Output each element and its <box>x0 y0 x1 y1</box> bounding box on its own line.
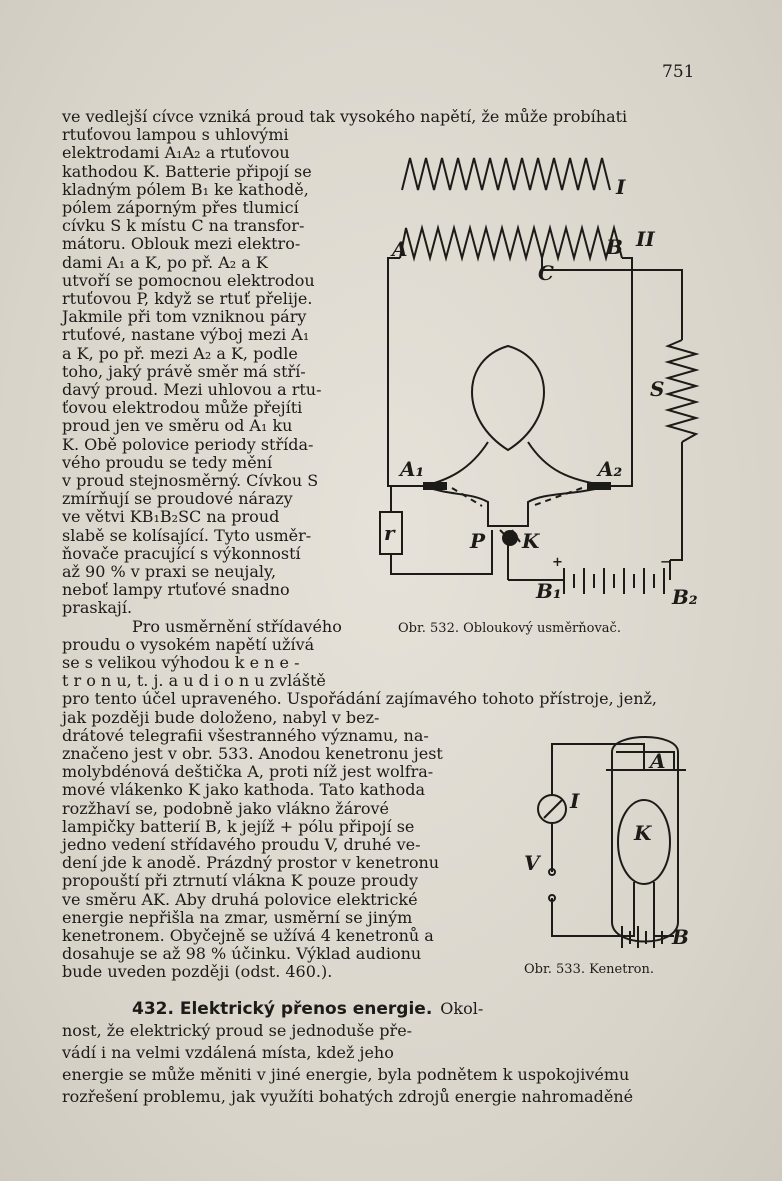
text-line: rozřešení problemu, jak využíti bohatých zdrojů energie nahromaděné <box>62 1086 634 1106</box>
label-k: K <box>522 529 540 553</box>
text-line: jedno vedení střídavého proudu V, druhé ve- <box>62 835 421 854</box>
text-line: t r o n u, t. j. a u d i o n u zvláště <box>62 671 326 691</box>
label-b1: B₁ <box>536 579 562 603</box>
text-line: kenetronem. Obyčejně se užívá 4 kenetronů a <box>62 926 434 945</box>
text-line: kladným pólem B₁ ke kathodě, <box>62 179 309 199</box>
wire-c-to-s <box>542 258 682 340</box>
text-line: rtuťovou P, když se rtuť přelije. <box>62 289 313 308</box>
text-line: Jakmile při tom vzniknou páry <box>62 307 307 327</box>
electrode-a2 <box>588 483 610 489</box>
text-line: praskají. <box>62 598 133 618</box>
section-heading: 432. Elektrický přenos energie. <box>132 998 433 1019</box>
anode-plate <box>606 752 686 770</box>
text-line: ťovou elektrodou může přejíti <box>62 398 303 418</box>
text-line: proud jen ve směru od A₁ ku <box>62 416 293 436</box>
label-b2: B₂ <box>672 585 698 609</box>
choke-coil-s <box>668 340 696 442</box>
text-line: mátoru. Oblouk mezi elektro- <box>62 234 301 254</box>
text-line: rozžhaví se, podobně jako vlákno žárové <box>62 798 390 818</box>
label-plus: + <box>552 555 563 570</box>
text-line: pólem záporným přes tlumicí <box>62 198 299 217</box>
text-line: molybdénová deštička A, proti níž jest wolfra- <box>62 762 434 782</box>
battery <box>508 560 670 594</box>
bulb-neck <box>424 442 608 486</box>
primary-coil <box>402 158 610 190</box>
text-line: rtuťovou lampou s uhlovými <box>62 125 289 145</box>
wire-s-down <box>670 442 682 560</box>
text-line: ve směru AK. Aby druhá polovice elektrické <box>62 889 418 909</box>
text-line: rtuťové, nastane výboj mezi A₁ <box>62 325 310 345</box>
text-line: pro tento účel upraveného. Uspořádání zajímavého tohoto přístroje, jenž, <box>62 689 658 709</box>
label-b: B <box>672 925 689 949</box>
figure-533-kenetron <box>510 722 720 962</box>
electrode-a1 <box>424 483 446 489</box>
text-line: dami A₁ a K, po př. A₂ a K <box>62 252 268 272</box>
text-line: a K, po př. mezi A₂ a K, podle <box>62 343 298 363</box>
text-line: vého proudu se tedy mění <box>62 452 273 472</box>
wire-left <box>388 258 424 486</box>
text-line: proudu o vysokém napětí užívá <box>62 634 315 654</box>
text-line: vádí i na velmi vzdálená místa, kdež jeho <box>62 1042 394 1062</box>
text-line: elektrodami A₁A₂ a rtuťovou <box>62 143 290 163</box>
text-line: propouští při ztrnutí vlákna K pouze proudy <box>62 871 419 891</box>
label-minus: − <box>660 555 671 570</box>
ammeter-needle <box>544 800 562 818</box>
label-p: P <box>470 529 486 553</box>
text-line: Pro usměrnění střídavého <box>132 616 342 636</box>
text-line: dosahuje se až 98 % účinku. Výklad audionu <box>62 944 422 964</box>
label-coil-ii: II <box>636 227 655 251</box>
label-a: A <box>650 749 666 773</box>
text-line: jak později bude doloženo, nabyl v bez- <box>62 707 380 727</box>
label-k: K <box>634 821 652 845</box>
label-a: A <box>392 237 408 261</box>
page-number: 751 <box>662 62 695 82</box>
figure-533-caption: Obr. 533. Kenetron. <box>524 962 654 977</box>
text-line: drátové telegrafii všestranného významu, na- <box>62 725 429 745</box>
text-line: neboť lampy rtuťové snadno <box>62 580 290 600</box>
rectifier-bulb <box>472 346 544 450</box>
text-line: cívku S k místu C na transfor- <box>62 216 305 236</box>
text-line: davý proud. Mezi uhlovou a rtu- <box>62 380 322 399</box>
label-r: r <box>384 521 395 545</box>
text-line: energie nepřišla na zmar, usměrní se jiným <box>62 907 413 927</box>
text-line: toho, jaký právě směr má stří- <box>62 361 306 381</box>
text-line: zmírňují se proudové nárazy <box>62 489 293 509</box>
text-line: značeno jest v obr. 533. Anodou kenetronu jest <box>62 744 443 763</box>
text-line: dení jde k anodě. Prázdný prostor v kenetronu <box>62 853 440 873</box>
label-i: I <box>570 789 580 813</box>
text-line: energie se může měniti v jiné energie, byla podnětem k uspokojivému <box>62 1064 630 1084</box>
text-line: až 90 % v praxi se neujaly, <box>62 562 277 581</box>
label-a2: A₂ <box>598 457 623 481</box>
label-a1: A₁ <box>400 457 425 481</box>
text-line: ňovače pracující s výkonností <box>62 543 301 563</box>
text-line: bude uveden později (odst. 460.). <box>62 962 333 982</box>
text-line: ve větvi KB₁B₂SC na proud <box>62 507 280 527</box>
label-v: V <box>524 851 540 875</box>
label-s: S <box>650 377 665 401</box>
mercury-pool <box>502 530 518 546</box>
label-coil-i: I <box>616 175 626 199</box>
text-line: nost, že elektrický proud se jednoduše pře- <box>62 1020 413 1040</box>
text-line: mové vlákenko K jako kathoda. Tato kathoda <box>62 780 425 800</box>
text-line: K. Obě polovice periody střída- <box>62 434 314 454</box>
bulb-arms <box>424 486 608 526</box>
text-line: se s velikou výhodou k e n e - <box>62 653 300 672</box>
label-b: B <box>606 235 623 259</box>
section-text: Okol- <box>440 998 484 1018</box>
text-line: slabě se kolísající. Tyto usměr- <box>62 525 312 545</box>
text-line: v proud stejnosměrný. Cívkou S <box>62 471 319 490</box>
text-line: lampičky batterií B, k jejíž + pólu připojí se <box>62 816 415 836</box>
text-line: kathodou K. Batterie připojí se <box>62 161 312 181</box>
wire-right <box>608 258 632 486</box>
figure-532-arc-rectifier <box>370 150 710 620</box>
secondary-coil <box>400 228 622 258</box>
text-line: utvoří se pomocnou elektrodou <box>62 270 315 290</box>
label-c: C <box>538 261 554 285</box>
figure-532-caption: Obr. 532. Obloukový usměrňovač. <box>398 621 621 636</box>
section-heading-line <box>62 998 490 1020</box>
text-line: ve vedlejší cívce vzniká proud tak vysokého napětí, že může probíhati <box>62 107 628 126</box>
